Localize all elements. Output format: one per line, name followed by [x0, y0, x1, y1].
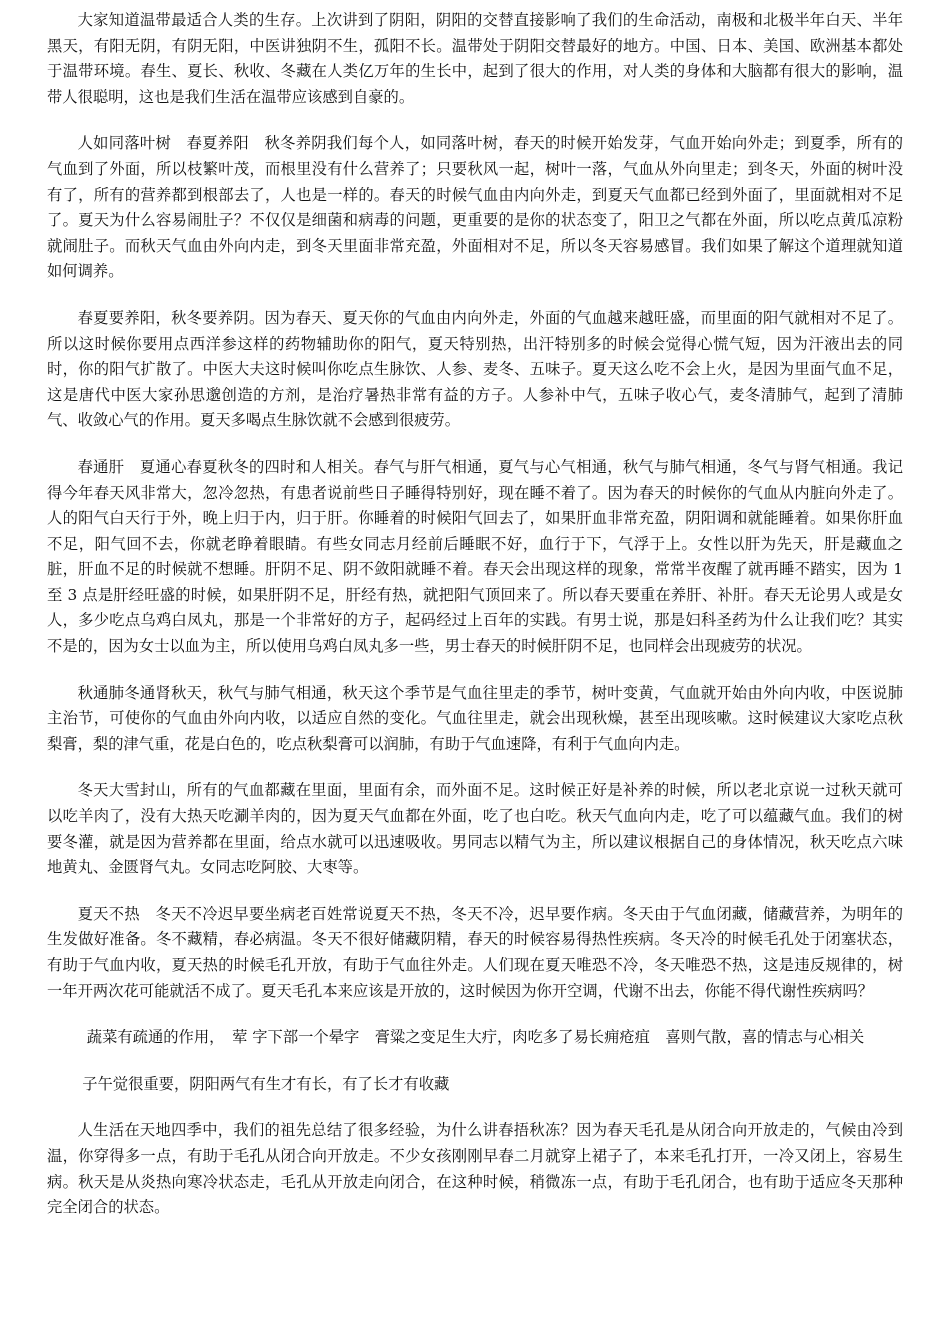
- paragraph-deciduous-tree: 人如同落叶树 春夏养阳 秋冬养阴我们每个人，如同落叶树，春天的时候开始发芽，气血开始向外走；到夏季，所有的气血到了外面，所以枝繁叶茂，而根里没有什么营养了；只要秋风一起，树叶一落，气血从外向里走；到冬天，外面的树叶没有了，所有的营养都到根部去了，人也是一样的。春天的时候气血由内向外走，到夏天气血都已经到外面了，里面就相对不足了。夏天为什么容易闹肚子？不仅仅是细菌和病毒的问题，更重要的是你的状态变了，阳卫之气都在外面，所以吃点黄瓜凉粉就闹肚子。而秋天气血由外向内走，到冬天里面非常充盈，外面相对不足，所以冬天容易感冒。我们如果了解这个道理就知道如何调养。: [47, 134, 903, 281]
- document-body: [47, 8, 903, 1242]
- paragraph-nourish-yang: 春夏要养阳，秋冬要养阴。因为春天、夏天你的气血由内向外走，外面的气血越来越旺盛，而里面的阳气就相对不足了。所以这时候你要用点西洋参这样的药物辅助你的阳气，夏天特别热，出汗特别多的时候会觉得心慌气短，因为汗液出去的同时，你的阳气扩散了。中医大夫这时候叫你吃点生脉饮、人参、麦冬、五味子。夏天这么吃不会上火，是因为里面气血不足，这是唐代中医大家孙思邈创造的方剂，是治疗暑热非常有益的方子。人参补中气，五味子收心气，麦冬清肺气，起到了清肺气、收敛心气的作用。夏天多喝点生脉饮就不会感到很疲劳。: [47, 308, 903, 430]
- paragraph-temperate-zone: 大家知道温带最适合人类的生存。上次讲到了阴阳，阴阳的交替直接影响了我们的生命活动，南极和北极半年白天、半年黑天，有阳无阴，有阴无阳，中医讲独阴不生，孤阳不长。温带处于阴阳交替最好的地方。中国、日本、美国、欧洲基本都处于温带环境。春生、夏长、秋收、冬藏在人类亿万年的生长中，起到了很大的作用，对人类的身体和大脑都有很大的影响，温带人很聪明，这也是我们生活在温带应该感到自豪的。: [47, 11, 903, 106]
- paragraph-winter-storage: 冬天大雪封山，所有的气血都藏在里面，里面有余，而外面不足。这时候正好是补养的时候，所以老北京说一过秋天就可以吃羊肉了，没有大热天吃涮羊肉的，因为夏天气血都在外面，吃了也白吃。秋天气血向内走，吃了可以蕴藏气血。我们的树要冬灌，就是因为营养都在里面，给点水就可以迅速吸收。男同志以精气为主，所以建议根据自己的身体情况，秋天吃点六味地黄丸、金匮肾气丸。女同志吃阿胶、大枣等。: [47, 781, 903, 877]
- paragraph-four-seasons: 人生活在天地四季中，我们的祖先总结了很多经验，为什么讲春捂秋冻？因为春天毛孔是从闭合向开放走的，气候由冷到温，你穿得多一点，有助于毛孔从闭合向开放走。不少女孩刚刚早春二月就穿上裙子了，本来毛孔打开，一冷又闭上，容易生病。秋天是从炎热向寒冷状态走，毛孔从开放走向闭合，在这种时候，稍微冻一点，有助于毛孔闭合，也有助于适应冬天那种完全闭合的状态。: [47, 1121, 903, 1217]
- paragraph-vegetables-note: 蔬菜有疏通的作用， 荤 字下部一个晕字 膏粱之变足生大疔，肉吃多了易长痈疮疽 喜则气散，喜的情志与心相关: [86, 1028, 865, 1047]
- paragraph-summer-not-hot: 夏天不热 冬天不冷迟早要坐病老百姓常说夏天不热，冬天不冷，迟早要作病。冬天由于气血闭藏，储藏营养，为明年的生发做好准备。冬不藏精，春必病温。冬天不很好储藏阴精，春天的时候容易得热性疾病。冬天冷的时候毛孔处于闭塞状态，有助于气血内收，夏天热的时候毛孔开放，有助于气血往外走。人们现在夏天唯恐不冷，冬天唯恐不热，这是违反规律的，树一年开两次花可能就活不成了。夏天毛孔本来应该是开放的，这时候因为你开空调，代谢不出去，你能不得代谢性疾病吗？: [47, 904, 903, 1000]
- paragraph-midday-nap-note: 子午觉很重要，阴阳两气有生才有长，有了长才有收藏: [82, 1074, 450, 1093]
- paragraph-autumn-lung: 秋通肺冬通肾秋天，秋气与肺气相通，秋天这个季节是气血往里走的季节，树叶变黄，气血就开始由外向内收，中医说肺主治节，可使你的气血由外向内收，以适应自然的变化。气血往里走，就会出现秋燥，甚至出现咳嗽。这时候建议大家吃点秋梨膏，梨的津气重，花是白色的，吃点秋梨膏可以润肺，有助于气血速降，有利于气血向内走。: [47, 683, 903, 753]
- paragraph-spring-liver: 春通肝 夏通心春夏秋冬的四时和人相关。春气与肝气相通，夏气与心气相通，秋气与肺气相通，冬气与肾气相通。我记得今年春天风非常大，忽冷忽热，有患者说前些日子睡得特别好，现在睡不着了。因为春天的时候你的气血从内脏向外走了。人的阳气白天行于外，晚上归于内，归于肝。你睡着的时候阳气回去了，如果肝血非常充盈，阴阳调和就能睡着。如果你肝血不足，阳气回不去，你就老睁着眼睛。有些女同志月经前后睡眠不好，血行于下，气浮于上。女性以肝为先天，肝是藏血之脏，肝血不足的时候就不想睡。肝阴不足、阴不敛阳就睡不着。春天会出现这样的现象，常常半夜醒了就再睡不踏实，因为 1 至 3 点是肝经旺盛的时候，如果肝阴不足，肝经有热，就把阳气顶回来了。所以春天要重在养肝、补肝。春天无论男人或是女人，多少吃点乌鸡白凤丸，那是一个非常好的方子，起码经过上百年的实践。有男士说，那是妇科圣药为什么让我们吃？其实不是的，因为女士以血为主，所以使用乌鸡白凤丸多一些，男士春天的时候肝阴不足，也同样会出现疲劳的状况。: [47, 457, 903, 656]
